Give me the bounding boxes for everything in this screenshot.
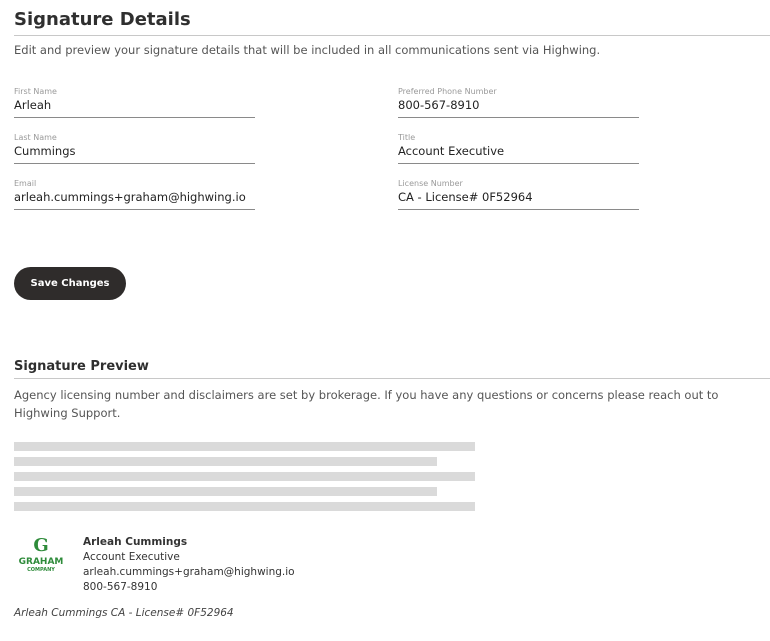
phone-label: Preferred Phone Number [398, 87, 497, 96]
logo-line-2: COMPANY [27, 567, 55, 573]
first-name-label: First Name [14, 87, 57, 96]
logo-letter: G [33, 535, 49, 556]
preview-title: Signature Preview [14, 359, 149, 374]
title-field [398, 133, 639, 164]
placeholder-line [14, 502, 475, 511]
title-input[interactable] [398, 142, 639, 159]
signature-phone: 800-567-8910 [83, 581, 158, 593]
placeholder-line [14, 487, 437, 496]
last-name-label: Last Name [14, 133, 57, 142]
page-title: Signature Details [14, 9, 191, 30]
signature-name: Arleah Cummings [83, 536, 188, 548]
email-field [14, 179, 255, 210]
license-label: License Number [398, 179, 463, 188]
license-input[interactable] [398, 188, 639, 205]
logo-line-1: GRAHAM [18, 557, 64, 567]
email-label: Email [14, 179, 37, 188]
signature-email: arleah.cummings+graham@highwing.io [83, 566, 295, 578]
divider [14, 378, 770, 379]
last-name-field [14, 133, 255, 164]
save-changes-button[interactable]: Save Changes [14, 267, 126, 300]
title-label: Title [398, 133, 416, 142]
divider [14, 35, 770, 36]
signature-title: Account Executive [83, 551, 180, 563]
email-input[interactable] [14, 188, 255, 205]
signature-block [83, 535, 295, 595]
placeholder-line [14, 472, 475, 481]
first-name-field [14, 87, 255, 118]
first-name-input[interactable] [14, 96, 255, 113]
last-name-input[interactable] [14, 142, 255, 159]
graham-company-logo [14, 535, 68, 573]
details-description: Edit and preview your signature details that will be included in all communications sent via Highwing. [14, 43, 601, 57]
placeholder-line [14, 457, 437, 466]
phone-field [398, 87, 639, 118]
phone-input[interactable] [398, 96, 639, 113]
preview-description: Agency licensing number and disclaimers are set by brokerage. If you have any questions or concerns please reach out to Highwing Support. [14, 388, 719, 420]
signature-license-footer: Arleah Cummings CA - License# 0F52964 [14, 607, 234, 619]
placeholder-line [14, 442, 475, 451]
license-field [398, 179, 639, 210]
